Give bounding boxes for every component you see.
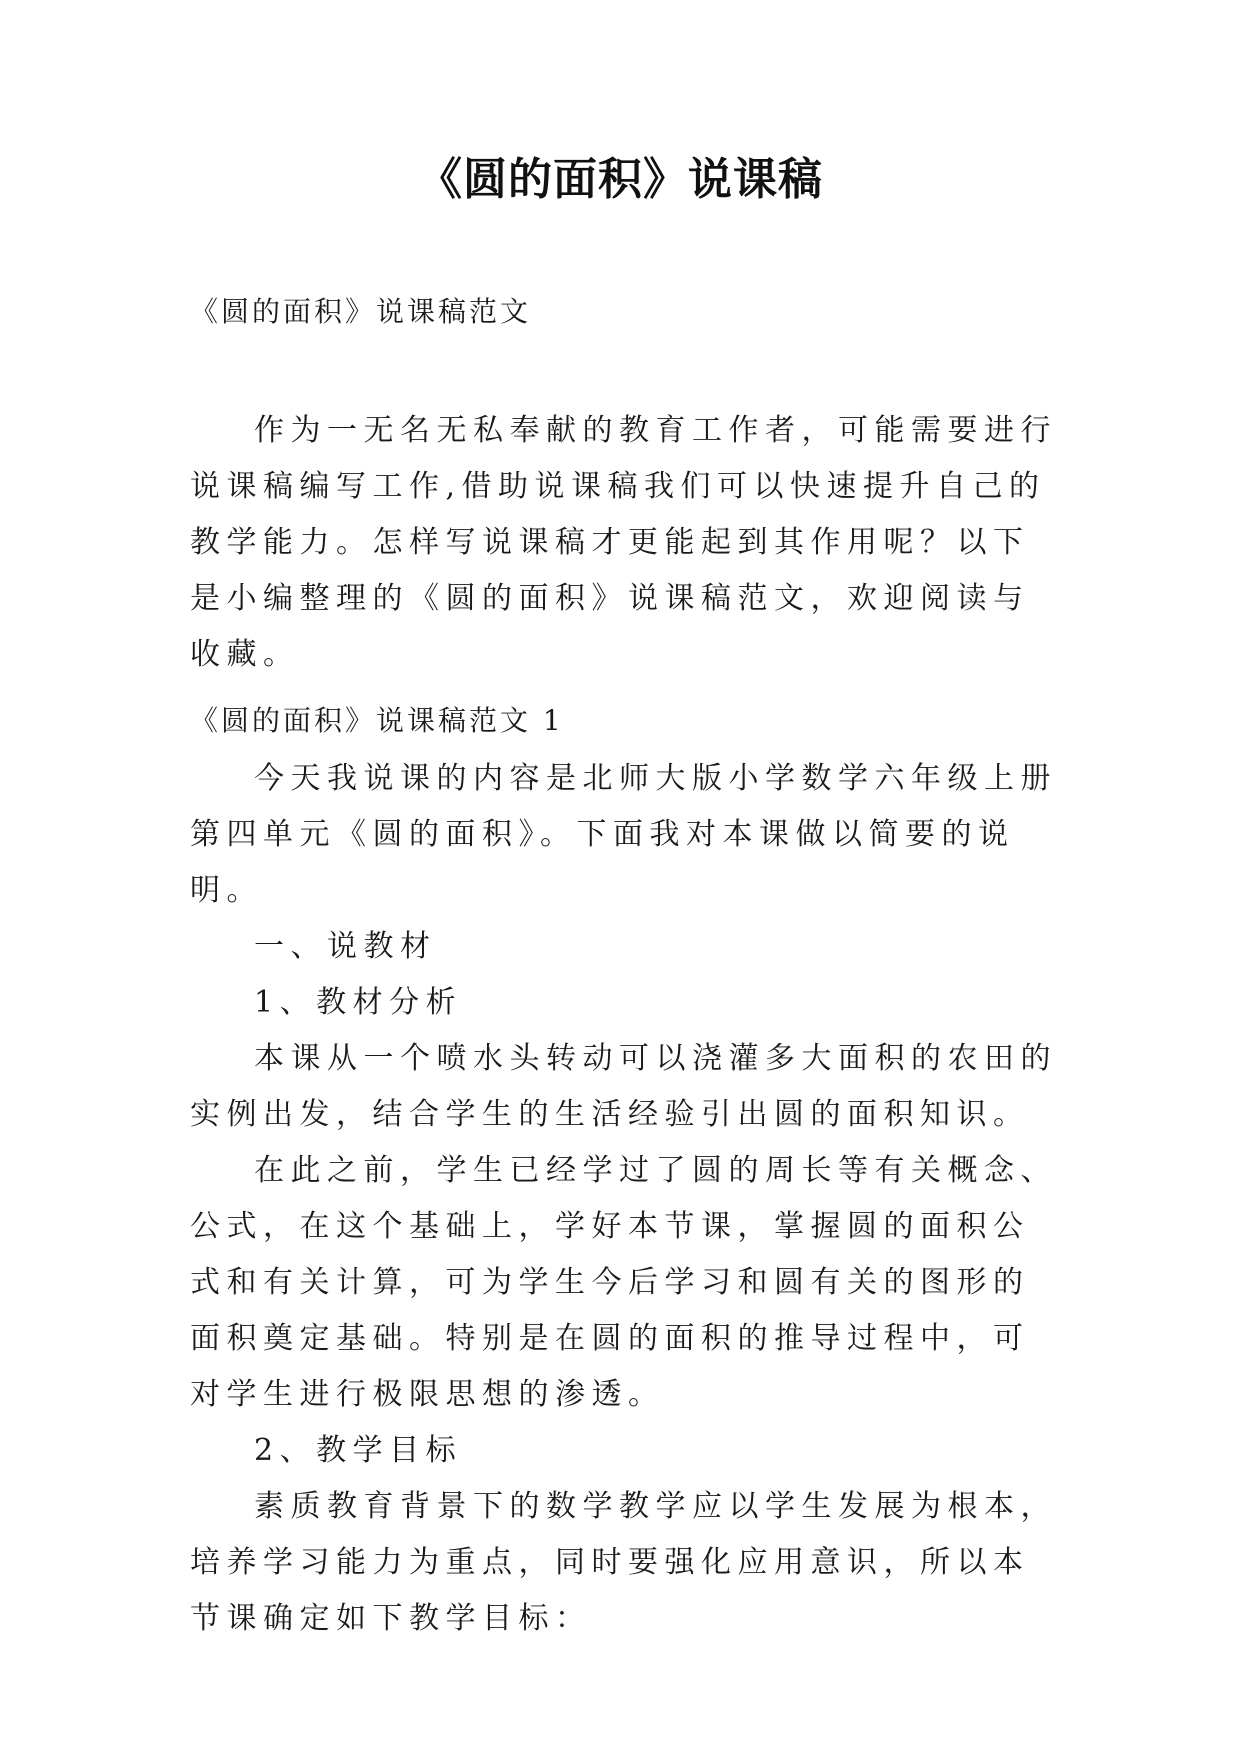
paragraph-analysis: 本课从一个喷水头转动可以浇灌多大面积的农田的实例出发，结合学生的生活经验引出圆的面积知识。 (190, 1041, 1057, 1132)
paragraph-goals: 素质教育背景下的数学教学应以学生发展为根本，培养学习能力为重点，同时要强化应用意识，所以本节课确定如下教学目标： (190, 1489, 1057, 1636)
main-content (190, 751, 1060, 1647)
heading-teaching-goals: 2、教学目标 (254, 1433, 463, 1468)
page-title: 《圆的面积》说课稿 (418, 154, 823, 205)
paragraph-course-content: 今天我说课的内容是北师大版小学数学六年级上册第四单元《圆的面积》。下面我对本课做以简要的说明。 (190, 761, 1057, 908)
intro-section (190, 403, 1060, 683)
document-subtitle: 《圆的面积》说课稿范文 (190, 295, 532, 328)
intro-paragraph: 作为一无名无私奉献的教育工作者，可能需要进行说课稿编写工作,借助说课稿我们可以快速提升自己的教学能力。怎样写说课稿才更能起到其作用呢？以下是小编整理的《圆的面积》说课稿范文，欢迎阅读与收藏。 (190, 413, 1057, 672)
heading-textbook-analysis: 1、教材分析 (254, 985, 463, 1020)
heading-textbook: 一、说教材 (254, 929, 437, 964)
section-heading: 《圆的面积》说课稿范文 1 (190, 704, 564, 737)
paragraph-background: 在此之前，学生已经学过了圆的周长等有关概念、公式，在这个基础上，学好本节课，掌握圆的面积公式和有关计算，可为学生今后学习和圆有关的图形的面积奠定基础。特别是在圆的面积的推导过程中，可对学生进行极限思想的渗透。 (190, 1153, 1057, 1412)
